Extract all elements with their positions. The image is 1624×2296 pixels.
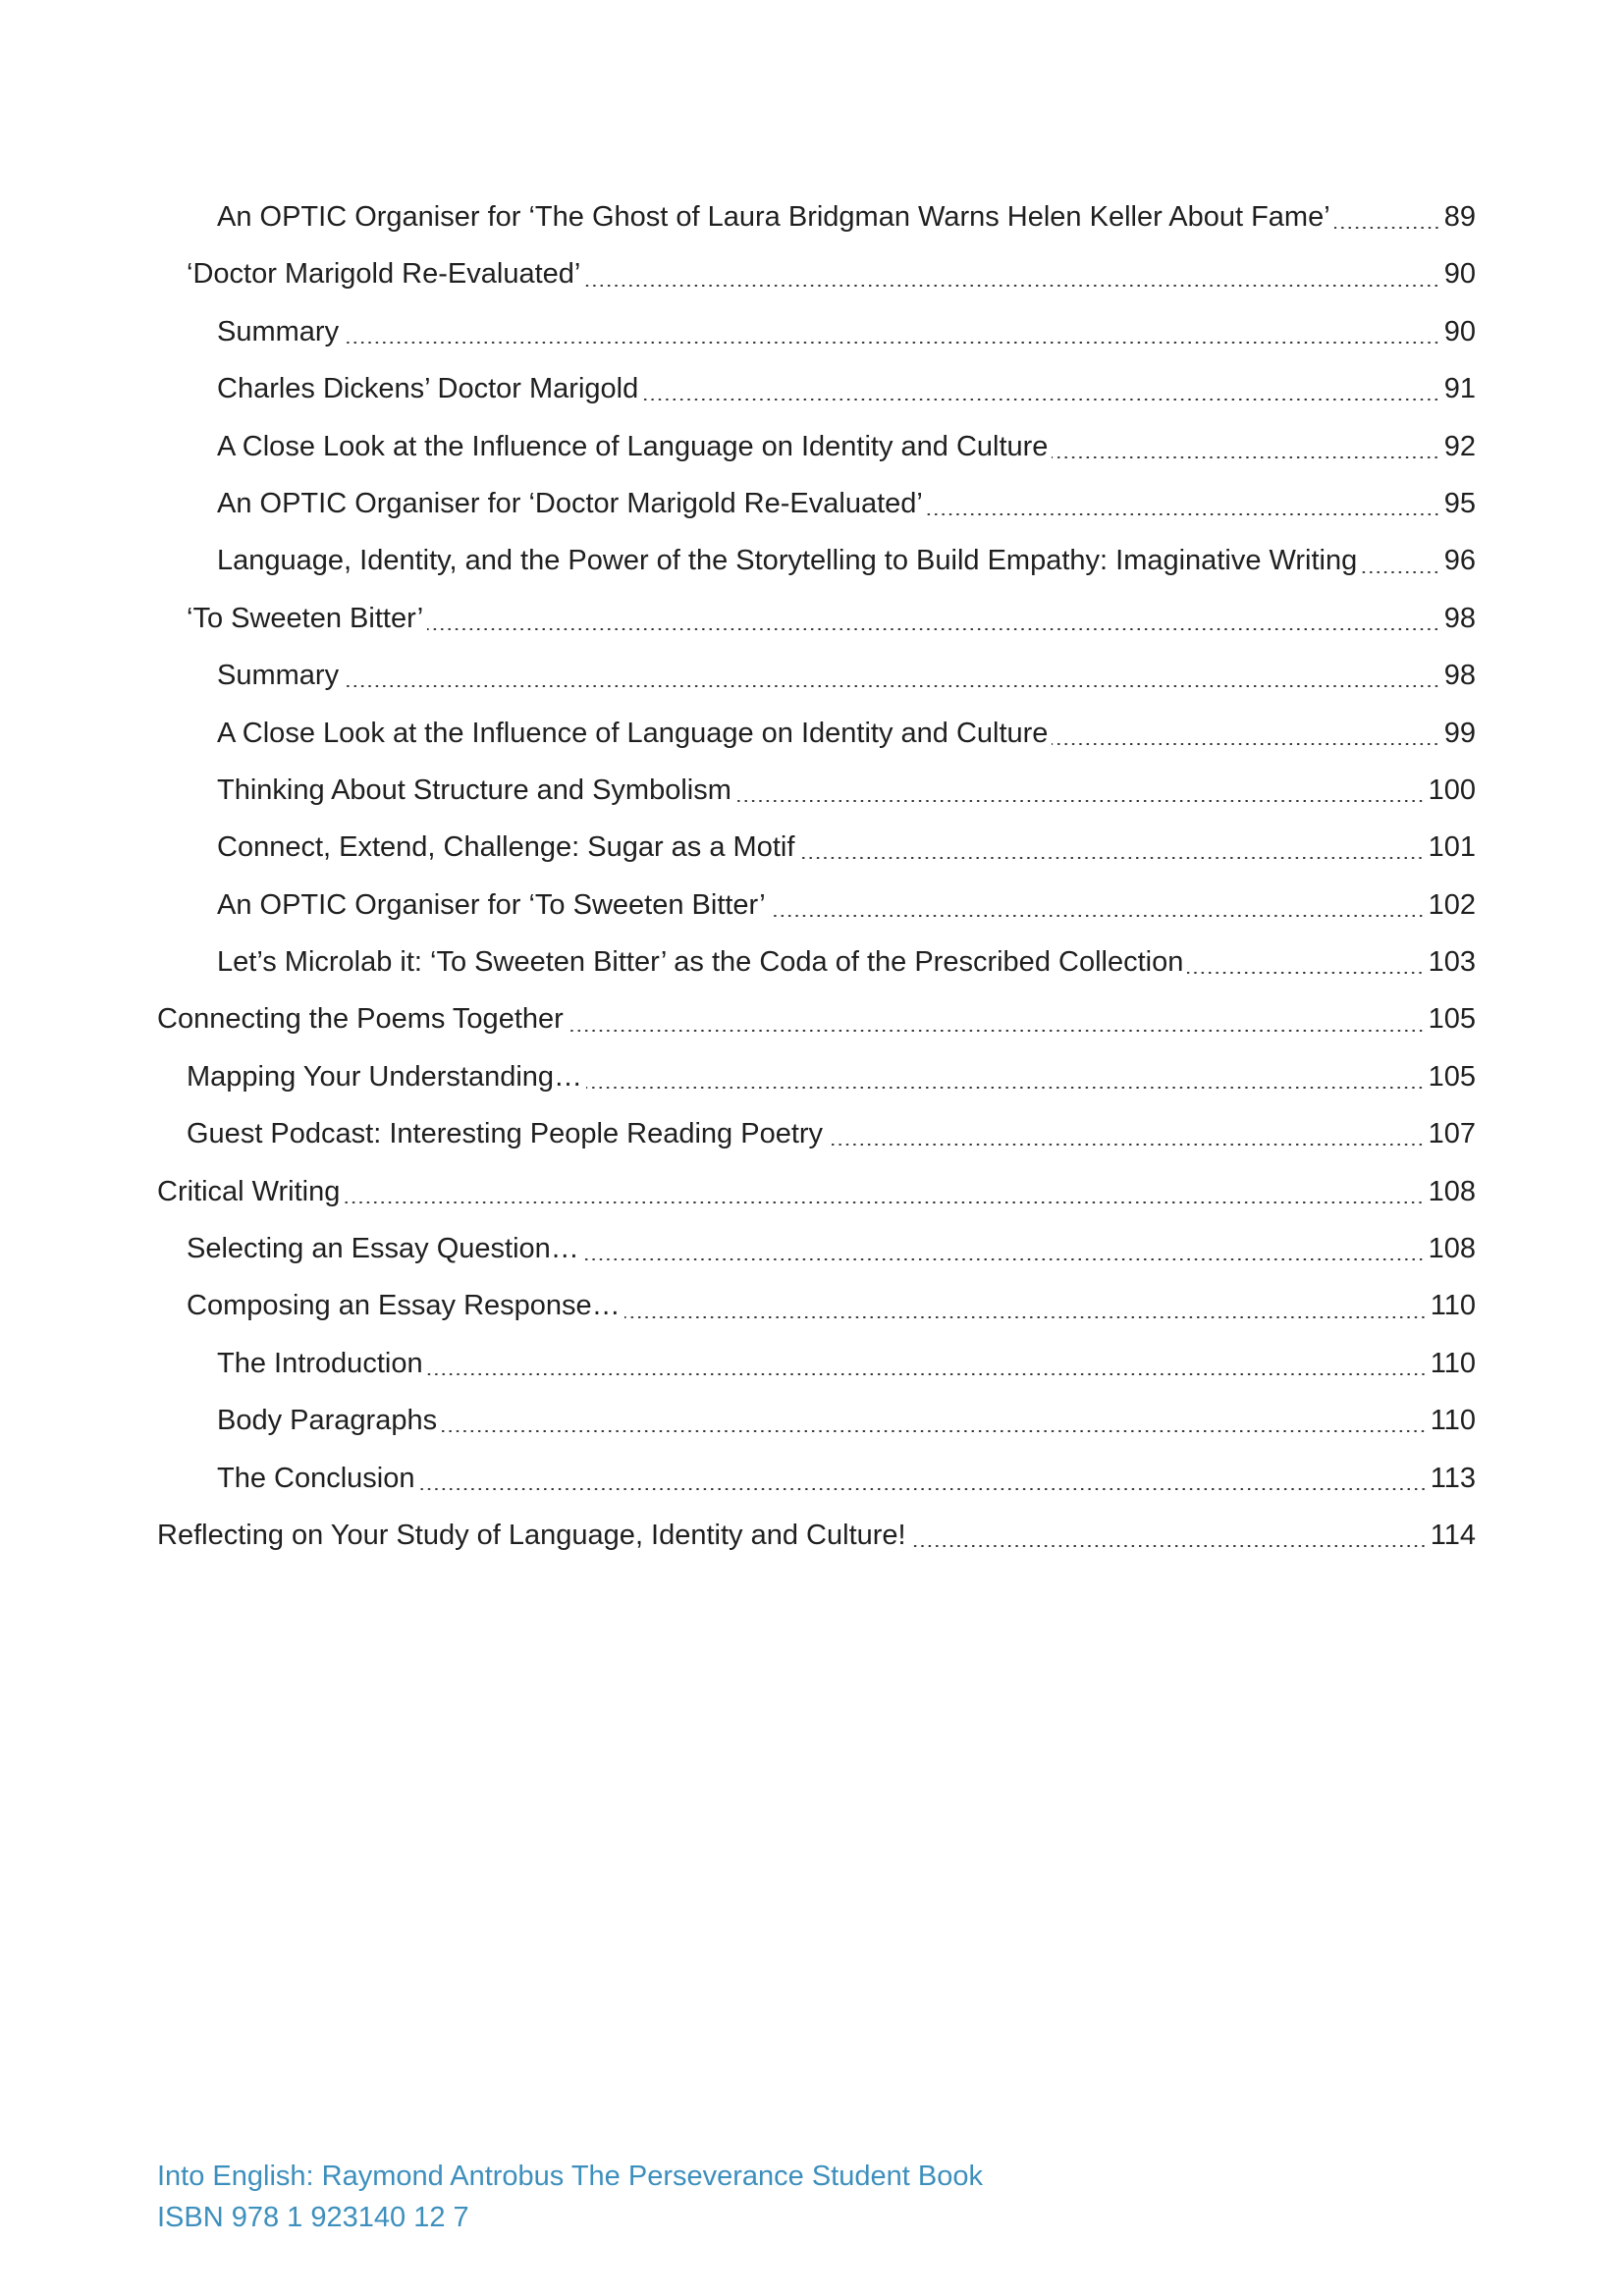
toc-entry-title: Composing an Essay Response… <box>187 1290 621 1322</box>
page-footer <box>157 2156 983 2238</box>
toc-dot-leader <box>1361 571 1440 573</box>
toc-entry[interactable] <box>0 532 1624 589</box>
toc-entry-title: ‘Doctor Marigold Re-Evaluated’ <box>187 258 581 291</box>
toc-entry-row <box>217 475 1476 532</box>
table-of-contents <box>0 188 1624 1564</box>
toc-dot-leader <box>419 1488 1427 1490</box>
toc-page-number: 108 <box>1428 1175 1476 1207</box>
toc-page-number: 91 <box>1443 373 1476 405</box>
toc-entry-title: Thinking About Structure and Symbolism <box>217 774 731 806</box>
toc-entry-title: A Close Look at the Influence of Language on Identity and Culture <box>217 430 1049 462</box>
toc-entry-row <box>157 1507 1476 1564</box>
footer-book-title: Into English: Raymond Antrobus The Perseverance Student Book <box>157 2161 983 2192</box>
toc-dot-leader <box>927 513 1440 515</box>
toc-dot-leader <box>642 399 1439 400</box>
toc-dot-leader <box>427 628 1439 630</box>
toc-entry[interactable] <box>0 360 1624 417</box>
toc-entry[interactable] <box>0 1277 1624 1334</box>
toc-page-number: 113 <box>1430 1462 1476 1494</box>
toc-entry-row <box>217 418 1476 475</box>
toc-entry-title: An OPTIC Organiser for ‘Doctor Marigold Re-Evaluated’ <box>217 487 923 519</box>
toc-page-number: 98 <box>1443 660 1476 692</box>
toc-entry-row <box>217 647 1476 704</box>
toc-entry-row <box>217 762 1476 819</box>
toc-dot-leader <box>583 1258 1425 1260</box>
toc-entry[interactable] <box>0 590 1624 647</box>
toc-entry[interactable] <box>0 475 1624 532</box>
toc-page-number: 110 <box>1430 1347 1476 1379</box>
toc-entry[interactable] <box>0 762 1624 819</box>
toc-page-number: 105 <box>1428 1003 1476 1036</box>
toc-entry-title: Connect, Extend, Challenge: Sugar as a Motif <box>217 831 795 864</box>
toc-entry[interactable] <box>0 1105 1624 1162</box>
toc-page-number: 105 <box>1428 1060 1476 1093</box>
toc-dot-leader <box>1187 972 1424 974</box>
toc-dot-leader <box>343 685 1440 687</box>
toc-entry-title: Body Paragraphs <box>217 1405 438 1437</box>
toc-entry-row <box>217 705 1476 762</box>
toc-entry[interactable] <box>0 705 1624 762</box>
toc-entry[interactable] <box>0 245 1624 302</box>
toc-dot-leader <box>441 1430 1427 1432</box>
toc-dot-leader <box>1052 456 1439 458</box>
toc-entry-title: Guest Podcast: Interesting People Reading Poetry <box>187 1118 824 1150</box>
toc-entry-title: Critical Writing <box>157 1175 341 1207</box>
toc-entry[interactable] <box>0 877 1624 934</box>
toc-entry-row <box>217 1450 1476 1507</box>
toc-dot-leader <box>568 1030 1425 1032</box>
toc-entry[interactable] <box>0 1048 1624 1105</box>
toc-entry[interactable] <box>0 418 1624 475</box>
toc-entry-title: Reflecting on Your Study of Language, Identity and Culture! <box>157 1519 906 1551</box>
toc-entry[interactable] <box>0 303 1624 360</box>
toc-page-number: 98 <box>1443 602 1476 634</box>
toc-entry[interactable] <box>0 1507 1624 1564</box>
toc-entry[interactable] <box>0 647 1624 704</box>
toc-page-number: 110 <box>1430 1290 1476 1322</box>
toc-dot-leader <box>735 800 1425 802</box>
toc-page-number: 89 <box>1443 201 1476 233</box>
toc-entry-row <box>217 360 1476 417</box>
toc-entry-title: Summary <box>217 315 340 347</box>
toc-entry-title: An OPTIC Organiser for ‘The Ghost of Laura Bridgman Warns Helen Keller About Fame’ <box>217 201 1330 233</box>
toc-entry-row <box>217 819 1476 876</box>
toc-entry-title: Mapping Your Understanding… <box>187 1060 583 1093</box>
toc-page-number: 103 <box>1428 946 1476 979</box>
toc-entry[interactable] <box>0 1220 1624 1277</box>
toc-entry-row <box>187 1220 1476 1277</box>
toc-entry-row <box>187 1048 1476 1105</box>
toc-entry[interactable] <box>0 1335 1624 1392</box>
toc-entry-title: Charles Dickens’ Doctor Marigold <box>217 373 639 405</box>
toc-dot-leader <box>427 1373 1427 1375</box>
toc-entry-row <box>157 1163 1476 1220</box>
toc-entry-row <box>187 1277 1476 1334</box>
toc-dot-leader <box>584 285 1439 287</box>
toc-entry-title: Language, Identity, and the Power of the Storytelling to Build Empathy: Imaginative Writing <box>217 545 1358 577</box>
toc-entry-title: The Conclusion <box>217 1462 415 1494</box>
toc-page-number: 90 <box>1443 315 1476 347</box>
toc-page-number: 110 <box>1430 1405 1476 1437</box>
toc-page-number: 100 <box>1428 774 1476 806</box>
toc-entry-row <box>187 245 1476 302</box>
toc-page-number: 92 <box>1443 430 1476 462</box>
toc-dot-leader <box>910 1545 1427 1547</box>
toc-dot-leader <box>1052 743 1439 745</box>
toc-dot-leader <box>827 1144 1425 1146</box>
toc-entry-row <box>217 188 1476 245</box>
toc-entry[interactable] <box>0 990 1624 1047</box>
toc-page-number: 99 <box>1443 717 1476 749</box>
toc-entry-title: A Close Look at the Influence of Language on Identity and Culture <box>217 717 1049 749</box>
toc-entry[interactable] <box>0 1450 1624 1507</box>
toc-entry-title: Selecting an Essay Question… <box>187 1233 579 1265</box>
toc-entry[interactable] <box>0 188 1624 245</box>
toc-entry-row <box>217 934 1476 990</box>
toc-page-number: 108 <box>1428 1233 1476 1265</box>
toc-page-number: 107 <box>1428 1118 1476 1150</box>
toc-page-number: 90 <box>1443 258 1476 291</box>
toc-dot-leader <box>586 1087 1425 1089</box>
toc-entry-row <box>187 590 1476 647</box>
toc-entry-row <box>187 1105 1476 1162</box>
toc-dot-leader <box>798 857 1424 859</box>
toc-page-number: 95 <box>1443 487 1476 519</box>
toc-entry-title: The Introduction <box>217 1347 423 1379</box>
toc-entry-title: Summary <box>217 660 340 692</box>
toc-entry-title: Connecting the Poems Together <box>157 1003 564 1036</box>
toc-dot-leader <box>770 915 1425 917</box>
toc-entry-row <box>217 1335 1476 1392</box>
footer-isbn: ISBN 978 1 923140 12 7 <box>157 2202 469 2233</box>
toc-page-number: 96 <box>1443 545 1476 577</box>
toc-entry[interactable] <box>0 1392 1624 1449</box>
toc-entry[interactable] <box>0 934 1624 990</box>
toc-entry-title: An OPTIC Organiser for ‘To Sweeten Bitter’ <box>217 888 766 921</box>
toc-entry-title: ‘To Sweeten Bitter’ <box>187 602 424 634</box>
toc-entry-row <box>217 532 1476 589</box>
toc-entry-title: Let’s Microlab it: ‘To Sweeten Bitter’ as the Coda of the Prescribed Collection <box>217 946 1184 979</box>
toc-entry-row <box>217 1392 1476 1449</box>
toc-dot-leader <box>343 342 1440 344</box>
toc-entry[interactable] <box>0 1163 1624 1220</box>
toc-entry[interactable] <box>0 819 1624 876</box>
toc-page-number: 102 <box>1428 888 1476 921</box>
toc-page-number: 101 <box>1428 831 1476 864</box>
toc-dot-leader <box>624 1316 1427 1318</box>
toc-entry-row <box>217 303 1476 360</box>
toc-entry-row <box>217 877 1476 934</box>
toc-entry-row <box>157 990 1476 1047</box>
toc-dot-leader <box>1334 227 1440 229</box>
toc-dot-leader <box>344 1201 1424 1203</box>
toc-page-number: 114 <box>1430 1519 1476 1551</box>
